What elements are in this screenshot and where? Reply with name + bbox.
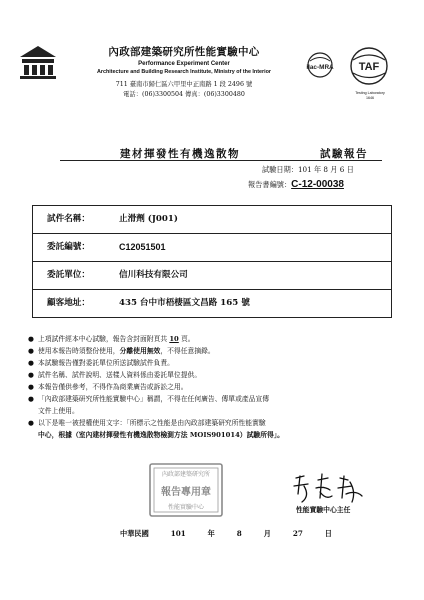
sample-name-label: 試件名稱：	[47, 214, 90, 224]
note-4-text: 試件名稱、試件說明、送樣人資料係由委託單位提供。	[38, 371, 202, 379]
institute-name-en-1: Performance Experiment Center	[138, 61, 230, 67]
commission-number-label: 委託編號：	[47, 242, 90, 252]
issue-date-day-unit: 日	[324, 529, 332, 538]
institute-address: 711 臺南市歸仁區六甲里中正南路 1 段 2496 號	[115, 81, 253, 88]
note-2-suffix: ，不得任意摘錄。	[160, 347, 215, 355]
institute-name-en-2: Architecture and Building Research Institute, Ministry of the Interior	[96, 69, 272, 75]
note-2-emphasis: 分離使用無效	[119, 347, 161, 355]
note-1-text: 上項試件經本中心試驗，報告含封面附頁共	[38, 335, 170, 343]
note-item	[28, 345, 398, 357]
issue-date-month: 8	[236, 529, 242, 538]
stamp-top-text: 內政部建築研究所	[161, 471, 211, 478]
stamp-bottom-text: 性能實驗中心	[167, 504, 205, 511]
issue-date-day: 27	[292, 529, 303, 538]
note-item	[28, 393, 398, 405]
institute-name-zh: 內政部建築研究所性能實驗中心	[108, 46, 260, 58]
client-address-label: 顧客地址：	[47, 298, 90, 308]
client-unit-value: 信川科技有限公司	[119, 270, 188, 280]
note-item	[28, 333, 398, 345]
commission-number-value: C12051501	[119, 242, 166, 252]
title-underline	[60, 160, 382, 161]
note-5-text: 本報告僅供參考，不得作為商業廣告或訴訟之用。	[38, 383, 188, 391]
taf-caption-1: Testing Laboratory	[355, 91, 385, 95]
report-number-label: 報告書編號：	[248, 180, 292, 189]
stamp-center-text: 報告專用章	[161, 487, 211, 498]
issue-date	[120, 529, 332, 539]
test-date-label: 試驗日期：	[262, 165, 298, 174]
ilac-mra-text: ilac-MRA	[306, 64, 334, 71]
client-address-value: 435 台中市梧棲區文昌路 165 號	[119, 298, 250, 308]
bullet-icon: ●	[28, 335, 34, 343]
note-1-suffix: 頁。	[178, 335, 195, 343]
note-item	[28, 381, 398, 393]
sample-name-value: 止滑劑 (J001)	[119, 214, 178, 224]
issue-date-era: 中華民國	[120, 529, 149, 538]
test-date	[262, 165, 354, 175]
institute-phone: 電話：(06)3300504 傳真：(06)3300480	[123, 91, 245, 98]
report-notes	[28, 333, 398, 441]
note-3-text: 本試驗報告僅對委託單位所送試驗試件負責。	[38, 359, 174, 367]
info-row-sample	[33, 206, 391, 234]
info-row-commission	[33, 234, 391, 262]
client-unit-label: 委託單位：	[47, 270, 90, 280]
director-signature	[290, 472, 366, 506]
note-7-continuation: 中心，根據（室內建材揮發性有機逸散物檢測方法 MOIS901014）試驗所得」。	[38, 431, 284, 439]
bullet-icon: ●	[28, 371, 34, 379]
report-title: 建材揮發性有機逸散物	[120, 148, 240, 160]
page-count: 10	[169, 335, 179, 343]
bullet-icon: ●	[28, 347, 34, 355]
director-title: 性能實驗中心主任	[296, 506, 351, 514]
note-7-text: 以下是唯一被授權使用文字：「所標示之性能是由內政部建築研究所性能實驗	[38, 419, 266, 427]
bullet-icon: ●	[28, 419, 34, 427]
taf-text: TAF	[358, 61, 380, 73]
bullet-icon: ●	[28, 383, 34, 391]
note-2-text: 使用本報告時須整份使用，	[38, 347, 120, 355]
note-item	[28, 357, 398, 369]
issue-date-month-unit: 月	[263, 529, 271, 538]
ilac-mra-logo	[300, 52, 340, 80]
info-row-unit	[33, 262, 391, 290]
report-number	[248, 179, 344, 190]
bullet-icon: ●	[28, 359, 34, 367]
issue-date-year-unit: 年	[207, 529, 215, 538]
report-number-value: C-12-00038	[291, 179, 344, 190]
note-6-continuation: 文件上使用。	[38, 407, 79, 415]
institute-logo	[18, 44, 58, 80]
sample-info-table	[32, 205, 392, 318]
test-date-value: 101 年 8 月 6 日	[297, 165, 354, 174]
official-stamp	[148, 462, 224, 518]
issue-date-year: 101	[170, 529, 186, 538]
taf-logo	[344, 46, 394, 90]
note-item	[28, 417, 398, 429]
taf-caption-2: 1646	[366, 96, 374, 100]
info-row-address	[33, 290, 391, 317]
note-item	[28, 369, 398, 381]
report-type: 試驗報告	[320, 148, 368, 160]
note-6-text: 「內政部建築研究所性能實驗中心」稱謂，不得在任何廣告、傳單或產品宣傳	[38, 395, 270, 403]
bullet-icon: ●	[28, 395, 34, 403]
